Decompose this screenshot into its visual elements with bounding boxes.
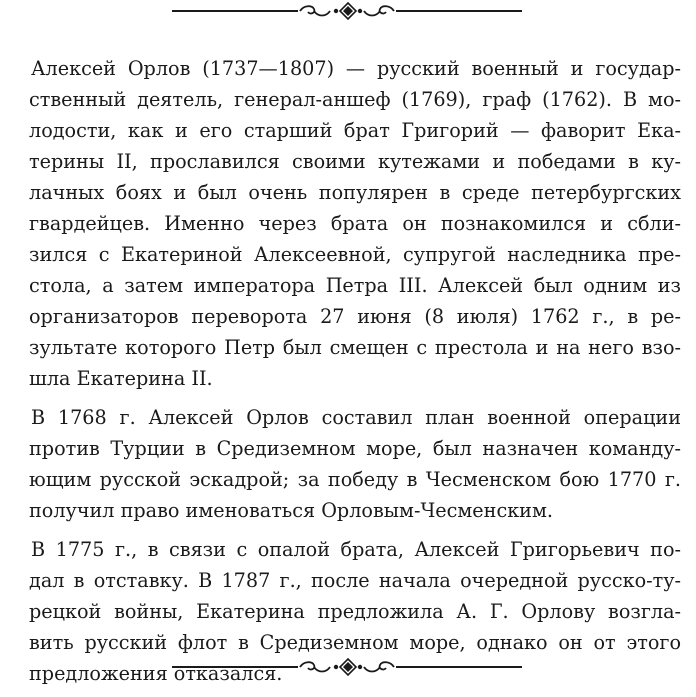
text-line: В 1768 г. Алексей Орлов составил план военной операции <box>31 406 681 429</box>
text-line: стола, а затем императора Петра III. Алексей был одним из <box>29 274 681 297</box>
text-line: против Турции в Средиземном море, был назначен команду- <box>29 437 681 460</box>
text-line: Алексей Орлов (1737—1807) — русский военный и государ- <box>31 57 681 80</box>
text-line: ственный деятель, генерал-аншеф (1769), граф (1762). В мо- <box>29 88 681 111</box>
text-line: лачных боях и был очень популярен в среде петербургских <box>29 181 681 204</box>
paragraph-2 <box>29 402 681 526</box>
text-line: предложения отказался. <box>29 662 283 685</box>
text-line: рецкой войны, Екатерина предложила А. Г. Орлову возгла- <box>29 600 681 623</box>
bottom-ornament <box>0 656 696 678</box>
text-line: дал в отставку. В 1787 г., после начала очередной русско-ту- <box>29 569 681 592</box>
text-line: ющим русской эскадрой; за победу в Чесменском бою 1770 г. <box>29 468 681 491</box>
flourish-rule-icon <box>0 656 696 678</box>
text-line: гвардейцев. Именно через брата он познакомился и сбли- <box>29 212 681 235</box>
text-line: зился с Екатериной Алексеевной, супругой наследника пре- <box>29 243 681 266</box>
article-body <box>29 53 681 697</box>
text-line: зультате которого Петр был смещен с престола и на него взо- <box>29 336 681 359</box>
top-ornament <box>0 0 696 22</box>
text-line: организаторов переворота 27 июня (8 июля) 1762 г., в ре- <box>29 305 681 328</box>
text-line: лодости, как и его старший брат Григорий — фаворит Ека- <box>29 119 681 142</box>
paragraph-1 <box>29 53 681 394</box>
text-line: В 1775 г., в связи с опалой брата, Алексей Григорьевич по- <box>31 538 681 561</box>
text-line: терины II, прославился своими кутежами и победами в ку- <box>29 150 681 173</box>
text-line: шла Екатерина II. <box>29 367 213 390</box>
text-line: вить русский флот в Средиземном море, однако он от этого <box>29 631 681 654</box>
flourish-rule-icon <box>0 0 696 22</box>
text-line: получил право именоваться Орловым-Чесменским. <box>29 499 553 522</box>
